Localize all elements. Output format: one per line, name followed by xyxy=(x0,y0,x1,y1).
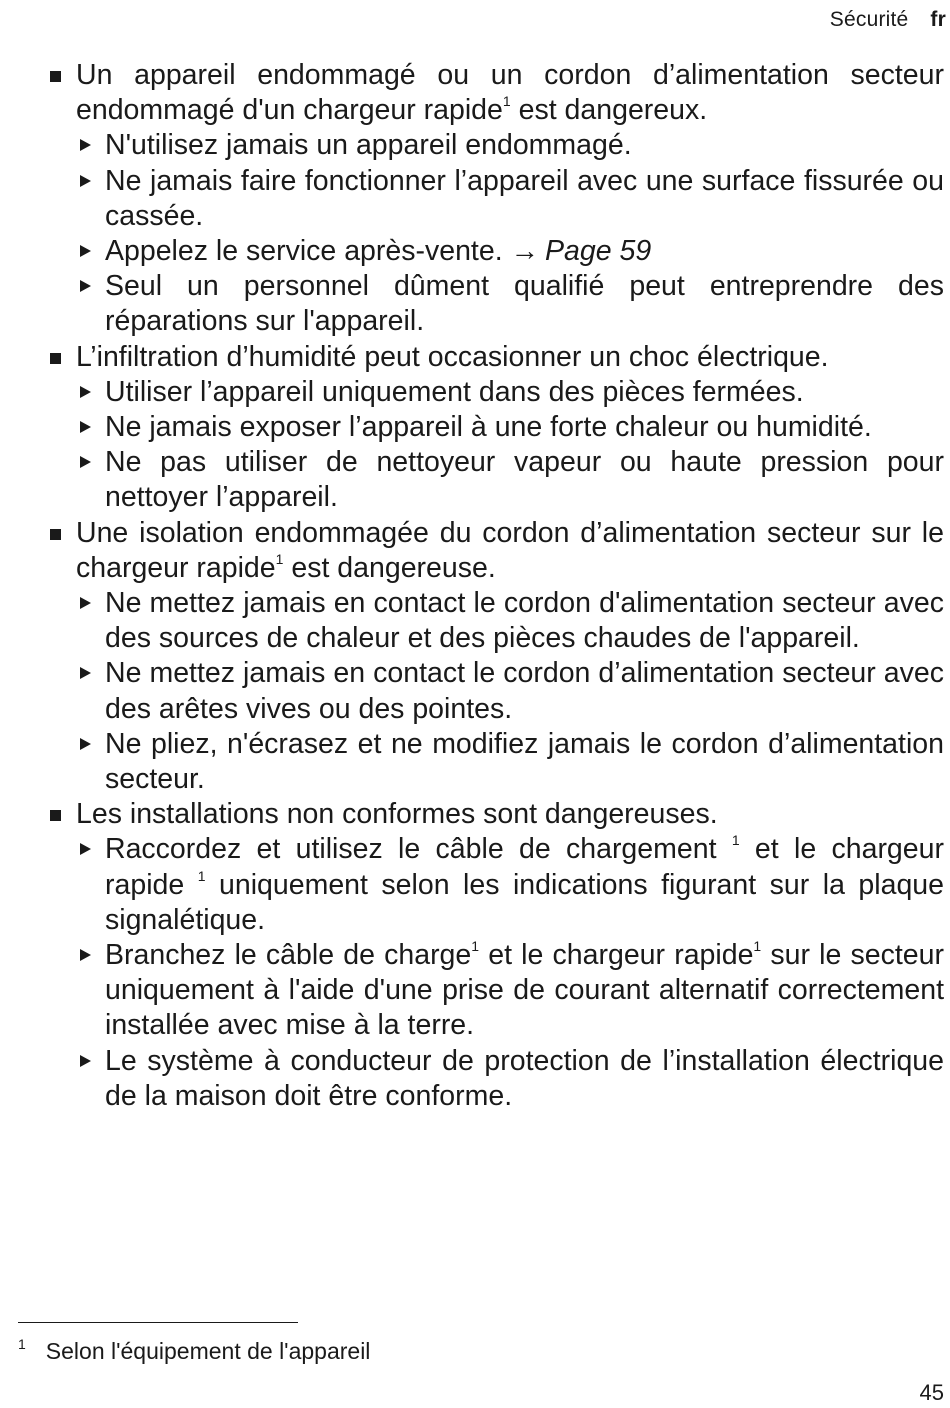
warning-item-installation xyxy=(0,797,950,832)
triangle-bullet-icon xyxy=(80,456,91,468)
warning-text-end: est dangereuse. xyxy=(283,551,496,584)
instruction-text: N'utilisez jamais un appareil endommagé. xyxy=(105,129,632,162)
triangle-bullet-icon xyxy=(80,280,91,292)
instruction-step xyxy=(0,269,950,339)
safety-instructions xyxy=(0,58,950,1114)
warning-text: L’infiltration d’humidité peut occasionner un choc électrique. xyxy=(76,340,829,373)
triangle-bullet-icon xyxy=(80,1055,91,1067)
instruction-text: Raccordez et utilisez le câble de chargement xyxy=(105,833,732,866)
warning-item-damaged-insulation xyxy=(0,516,950,586)
triangle-bullet-icon xyxy=(80,843,91,855)
footnote-ref: 1 xyxy=(275,550,284,567)
instruction-text: Le système à conducteur de protection de l’installation électrique de la maison doit être conforme. xyxy=(105,1044,944,1112)
square-bullet-icon xyxy=(50,71,61,82)
instruction-text: Ne jamais faire fonctionner l’appareil avec une surface fissurée ou cassée. xyxy=(105,164,944,232)
footnote-ref: 1 xyxy=(753,938,762,955)
instruction-step xyxy=(0,586,950,656)
instruction-text: Seul un personnel dûment qualifié peut entreprendre des réparations sur l'appareil. xyxy=(105,270,944,338)
square-bullet-icon xyxy=(50,810,61,821)
triangle-bullet-icon xyxy=(80,175,91,187)
arrow-right-icon: → xyxy=(510,235,540,268)
instruction-text: Utiliser l’appareil uniquement dans des pièces fermées. xyxy=(105,375,804,408)
language-code: fr xyxy=(930,8,946,31)
warning-text: Une isolation endommagée du cordon d’alimentation secteur sur le chargeur rapide xyxy=(76,516,944,584)
footnote-ref: 1 xyxy=(731,832,740,849)
triangle-bullet-icon xyxy=(80,245,91,257)
instruction-step xyxy=(0,938,950,1044)
instruction-step xyxy=(0,234,950,269)
warning-item-damaged-appliance xyxy=(0,58,950,128)
instruction-step xyxy=(0,128,950,163)
instruction-text: Ne mettez jamais en contact le cordon d’alimentation secteur avec des arêtes vives ou des pointes. xyxy=(105,657,944,725)
warning-text: Un appareil endommagé ou un cordon d’alimentation secteur endommagé d'un chargeur rapide xyxy=(76,59,944,127)
instruction-step xyxy=(0,656,950,726)
instruction-text-end: uniquement selon les indications figurant sur la plaque signalétique. xyxy=(105,868,944,936)
triangle-bullet-icon xyxy=(80,421,91,433)
page-reference-link[interactable] xyxy=(511,235,652,267)
instruction-step xyxy=(0,375,950,410)
instruction-step xyxy=(0,410,950,445)
page-reference-text: Page 59 xyxy=(545,235,652,268)
triangle-bullet-icon xyxy=(80,667,91,679)
instruction-step xyxy=(0,727,950,797)
triangle-bullet-icon xyxy=(80,139,91,151)
warning-text-end: est dangereux. xyxy=(510,94,708,127)
page-header xyxy=(830,8,946,32)
instruction-text-mid: et le chargeur rapide xyxy=(479,939,754,972)
footnote-ref: 1 xyxy=(502,93,511,110)
instruction-text: Ne pliez, n'écrasez et ne modifiez jamais le cordon d’alimentation secteur. xyxy=(105,727,944,796)
instruction-text: Branchez le câble de charge xyxy=(105,939,472,972)
instruction-text: Ne jamais exposer l’appareil à une forte chaleur ou humidité. xyxy=(105,411,872,444)
instruction-text-end: sur le secteur uniquement à l'aide d'une prise de courant alternatif correctement installée avec mise à la terre. xyxy=(105,939,944,1042)
footnote-mark: 1 xyxy=(18,1336,26,1352)
instruction-step xyxy=(0,832,950,938)
instruction-step xyxy=(0,445,950,515)
warning-text: Les installations non conformes sont dangereuses. xyxy=(76,798,718,831)
triangle-bullet-icon xyxy=(80,738,91,750)
instruction-text: Appelez le service après-vente. xyxy=(105,235,503,268)
triangle-bullet-icon xyxy=(80,597,91,609)
square-bullet-icon xyxy=(50,529,61,540)
footnote-ref: 1 xyxy=(197,867,206,884)
instruction-text: Ne mettez jamais en contact le cordon d'alimentation secteur avec des sources de chaleur et des pièces chaudes de l'appareil. xyxy=(105,587,944,655)
warning-item-moisture xyxy=(0,340,950,375)
square-bullet-icon xyxy=(50,353,61,364)
footnote-text: Selon l'équipement de l'appareil xyxy=(45,1338,371,1364)
section-title: Sécurité xyxy=(829,8,909,31)
footnote xyxy=(18,1336,370,1365)
footnote-ref: 1 xyxy=(471,938,480,955)
page-number: 45 xyxy=(919,1380,944,1405)
triangle-bullet-icon xyxy=(80,386,91,398)
triangle-bullet-icon xyxy=(80,949,91,961)
footnote-divider xyxy=(18,1322,298,1323)
instruction-step xyxy=(0,1044,950,1114)
instruction-text: Ne pas utiliser de nettoyeur vapeur ou haute pression pour nettoyer l’appareil. xyxy=(105,446,944,514)
instruction-text-mid: et le chargeur rapide xyxy=(105,833,944,901)
instruction-step xyxy=(0,164,950,234)
